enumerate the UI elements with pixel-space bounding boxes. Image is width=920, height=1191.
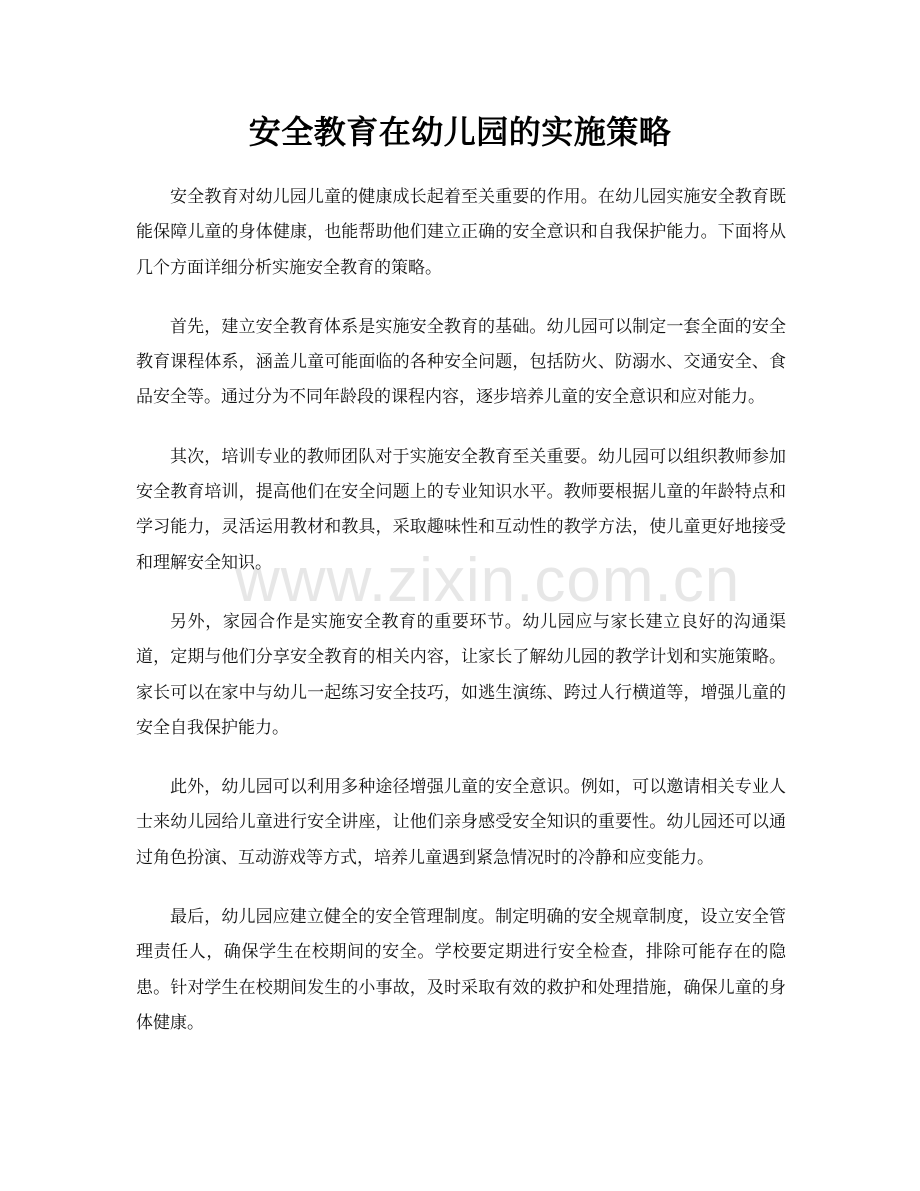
document-title: 安全教育在幼儿园的实施策略 [248, 113, 672, 151]
paragraph-fourth: 此外，幼儿园可以利用多种途径增强儿童的安全意识。例如，可以邀请相关专业人士来幼儿园给儿童进行安全讲座，让他们亲身感受安全知识的重要性。幼儿园还可以通过角色扮演、互动游戏等方式，培养儿童遇到紧急情况时的冷静和应变能力。 [136, 777, 786, 868]
paragraph-second: 其次，培训专业的教师团队对于实施安全教育至关重要。幼儿园可以组织教师参加安全教育培训，提高他们在安全问题上的专业知识水平。教师要根据儿童的年龄特点和学习能力，灵活运用教材和教具，采取趣味性和互动性的教学方法，使儿童更好地接受和理解安全知识。 [136, 446, 786, 573]
paragraph-last: 最后，幼儿园应建立健全的安全管理制度。制定明确的安全规章制度，设立安全管理责任人，确保学生在校期间的安全。学校要定期进行安全检查，排除可能存在的隐患。针对学生在校期间发生的小事故，及时采取有效的救护和处理措施，确保儿童的身体健康。 [136, 907, 786, 1033]
document-body [136, 180, 786, 1065]
paragraph-first: 首先，建立安全教育体系是实施安全教育的基础。幼儿园可以制定一套全面的安全教育课程体系，涵盖儿童可能面临的各种安全问题，包括防火、防溺水、交通安全、食品安全等。通过分为不同年龄段的课程内容，逐步培养儿童的安全意识和应对能力。 [136, 316, 786, 408]
watermark-text: www.zixin.com.cn [235, 546, 741, 615]
paragraph-third: 另外，家园合作是实施安全教育的重要环节。幼儿园应与家长建立良好的沟通渠道，定期与他们分享安全教育的相关内容，让家长了解幼儿园的教学计划和实施策略。家长可以在家中与幼儿一起练习安全技巧，如逃生演练、跨过人行横道等，增强儿童的安全自我保护能力。 [136, 611, 786, 738]
paragraph-intro: 安全教育对幼儿园儿童的健康成长起着至关重要的作用。在幼儿园实施安全教育既能保障儿童的身体健康，也能帮助他们建立正确的安全意识和自我保护能力。下面将从几个方面详细分析实施安全教育的策略。 [136, 187, 786, 278]
